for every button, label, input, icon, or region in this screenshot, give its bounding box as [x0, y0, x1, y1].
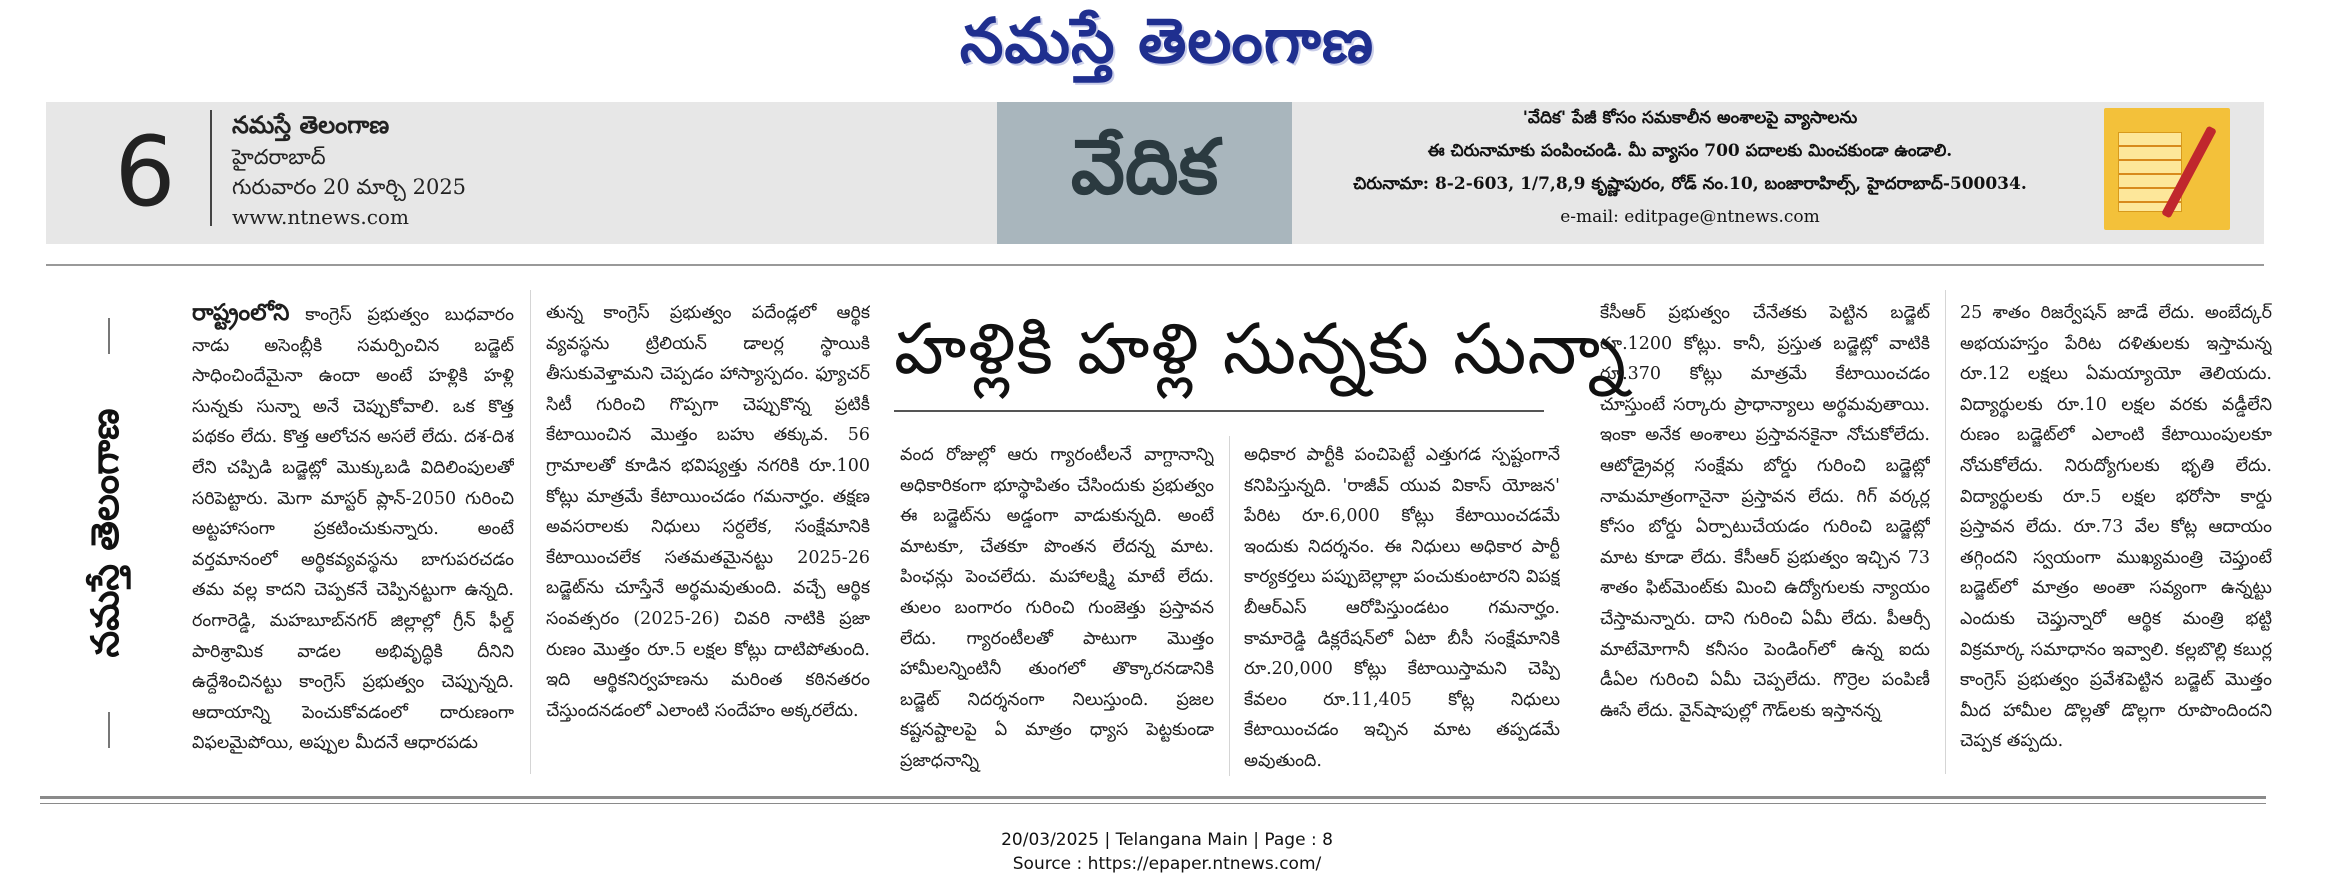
- vertical-brand-tick-top: [108, 318, 110, 354]
- submission-notice: [1320, 102, 2060, 234]
- column-separator: [530, 290, 531, 774]
- edition-date: గురువారం 20 మార్చి 2025: [232, 175, 467, 199]
- article-column-1-text: కాంగ్రెస్ ప్రభుత్వం బుధవారం నాడు అసెంబ్లీకి సమర్పించిన బడ్జెట్ సాధించిందేమైనా ఉందా అంటే హళ్లికి హళ్లి సున్నకు సున్నా అనే చెప్పుకోవాలి. ఒక కొత్త పథకం లేదు. కొత్త ఆలోచన అసలే లేదు. దశ-దిశ లేని చప్పిడి బడ్జెట్లో మొక్కుబడి విదిలింపులతో సరిపెట్టారు. మెగా మాస్టర్ ప్లాన్-2050 గురించి అట్టహాసంగా ప్రకటించుకున్నారు. అంటే వర్తమానంలో అర్థికవ్యవస్థను బాగుపరచడం తమ వల్ల కాదని చెప్పకనే చెప్పినట్టుగా ఉన్నది. రంగారెడ్డి, మహబూబ్‌నగర్ జిల్లాల్లో గ్రీన్ ఫీల్డ్ పారిశ్రామిక వాడల అభివృద్ధికి దీనిని ఉద్దేశించినట్టు కాంగ్రెస్ ప్రభుత్వం చెప్పున్నది. ఆదాయాన్ని పెంచుకోవడంలో దారుణంగా విఫలమైపోయి, అప్పుల మీదనే ఆధారపడు: [192, 305, 514, 754]
- article-column-2-text: తున్న కాంగ్రెస్ ప్రభుత్వం పదేండ్లలో ఆర్థిక వ్యవస్థను ట్రిలియన్ డాలర్ల స్థాయికి తీసుకువెళ్తామని చెప్పడం హాస్యాస్పదం. ఫ్యూచర్ సిటీ గురించి గొప్పగా చెప్పుకొన్న ప్రటికీ కేటాయించిన మొత్తం బహు తక్కువ. 56 గ్రామాలతో కూడిన భవిష్యత్తు నగరికి రూ.100 కోట్లు మాత్రమే కేటాయించడం గమనార్హం. తక్షణ అవసరాలకు నిధులు సర్దలేక, సంక్షేమానికి కేటాయించలేక సతమతమైనట్టు 2025-26 బడ్జెట్‌ను చూస్తేనే అర్థమవుతుంది. వచ్చే ఆర్థిక సంవత్సరం (2025-26) చివరి నాటికి ప్రజా రుణం మొత్తం రూ.5 లక్షల కోట్లు దాటిపోతుంది. ఇది ఆర్థికనిర్వహణను మరింత కఠినతరం చేస్తుందనడంలో ఎలాంటి సందేహం అక్కరలేదు.: [546, 303, 870, 721]
- article-headline: హళ్లికి హళ్లి సున్నకు సున్నా: [894, 308, 1627, 390]
- article-column-5: [1600, 298, 1930, 780]
- writing-logo-icon: [2104, 108, 2230, 230]
- edition-city: హైదరాబాద్: [232, 145, 326, 169]
- edition-meta: [232, 108, 792, 232]
- notice-line-3: చిరునామా: 8-2-603, 1/7,8,9 కృష్ణాపురం, రోడ్ నం.10, బంజారాహిల్స్, హైదరాబాద్-500034.: [1353, 174, 2027, 194]
- article-lead-word: రాష్ట్రంలోని: [192, 299, 290, 326]
- page-footer: [0, 828, 2334, 876]
- page-number: 6: [114, 116, 176, 228]
- edition-brand: నమస్తే తెలంగాణ: [232, 111, 390, 139]
- article-column-6-text: 25 శాతం రిజర్వేషన్ జాడే లేదు. అంబేద్కర్ అభయహస్తం పేరిట దళితులకు ఇస్తామన్న రూ.12 లక్షలు ఏమయ్యాయో తెలియదు. విద్యార్థులకు రూ.10 లక్షల వరకు వడ్డీలేని రుణం బడ్జెట్‌లో ఎలాంటి కేటాయింపులకూ నోచుకోలేదు. నిరుద్యోగులకు భృతి లేదు. విద్యార్థులకు రూ.5 లక్షల భరోసా కార్డు ప్రస్తావన లేదు. రూ.73 వేల కోట్ల ఆదాయం తగ్గిందని స్వయంగా ముఖ్యమంత్రి చెప్తుంటే బడ్జెట్‌లో మాత్రం అంతా సవ్యంగా ఉన్నట్టు ఎందుకు చెప్తున్నారో ఆర్థిక మంత్రి భట్టి విక్రమార్క సమాధానం ఇవ్వాలి. కల్లబొల్లి కబుర్ల కాంగ్రెస్ ప్రభుత్వం ప్రవేశపెట్టిన బడ్జెట్ మొత్తం మీద హామీల డొల్లతో డొల్లగా రూపొందిందని చెప్పక తప్పదు.: [1960, 303, 2272, 752]
- article-column-4-text: అధికార పార్టీకి పంచిపెట్టే ఎత్తుగడ స్పష్టంగానే కనిపిస్తున్నది. 'రాజీవ్ యువ వికాస్ యోజన' పేరిట రూ.6,000 కోట్లు కేటాయించడమే ఇందుకు నిదర్శనం. ఈ నిధులు అధికార పార్టీ కార్యకర్తలు పప్పుబెల్లాల్లా పంచుకుంటారని విపక్ష బీఆర్‌ఎస్ ఆరోపిస్తుండటం గమనార్హం. కామారెడ్డి డిక్లరేషన్‌లో ఏటా బీసీ సంక్షేమానికి రూ.20,000 కోట్లు కేటాయిస్తామని చెప్పి కేవలం రూ.11,405 కోట్ల నిధులు కేటాయించడం ఇచ్చిన మాట తప్పడమే అవుతుంది.: [1244, 445, 1560, 771]
- notice-line-2: ఈ చిరునామాకు పంపించండి. మీ వ్యాసం 700 పదాలకు మించకుండా ఉండాలి.: [1427, 141, 1953, 161]
- footer-source-link[interactable]: Source : https://epaper.ntnews.com/: [1012, 854, 1322, 874]
- notice-email[interactable]: e-mail: editpage@ntnews.com: [1560, 207, 1820, 227]
- article-column-4: [1244, 440, 1560, 780]
- article-column-3: [900, 440, 1214, 780]
- section-title: వేదిక: [1070, 122, 1219, 211]
- edition-website[interactable]: www.ntnews.com: [232, 205, 409, 229]
- column-separator: [1945, 290, 1946, 774]
- article-column-5-text: కేసీఆర్ ప్రభుత్వం చేనేతకు పెట్టిన బడ్జెట్ రూ.1200 కోట్లు. కానీ, ప్రస్తుత బడ్జెట్లో వాటికి రూ.370 కోట్లు మాత్రమే కేటాయించడం చూస్తుంటే సర్కారు ప్రాధాన్యాలు అర్థమవుతాయి. ఇంకా అనేక అంశాలు ప్రస్తావనకైనా నోచుకోలేదు. ఆటోడ్రైవర్ల సంక్షేమ బోర్డు గురించి బడ్జెట్లో నామమాత్రంగానైనా ప్రస్తావన లేదు. గిగ్ వర్కర్ల కోసం బోర్డు ఏర్పాటుచేయడం గురించి బడ్జెట్లో మాట కూడా లేదు. కేసీఆర్ ప్రభుత్వం ఇచ్చిన 73 శాతం ఫిట్‌మెంట్‌కు మించి ఉద్యోగులకు న్యాయం చేస్తామన్నారు. దాని గురించి ఏమీ లేదు. పీఆర్సీ మాటేమోగానీ కనీసం పెండింగ్‌లో ఉన్న ఐదు డీఏల గురించి ఏమీ చెప్పలేదు. గొర్రెల పంపిణీ ఊసే లేదు. వైన్‌షాపుల్లో గౌడ్‌లకు ఇస్తానన్న: [1600, 303, 1930, 721]
- vertical-brand-tick-bottom: [108, 712, 110, 748]
- article-column-1: [192, 298, 514, 780]
- article-column-3-text: వంద రోజుల్లో ఆరు గ్యారంటీలనే వాగ్దానాన్ని అధికారికంగా భూస్థాపితం చేసిందుకు ప్రభుత్వం ఈ బడ్జెట్‌ను అడ్డంగా వాడుకున్నది. అంటే మాటకూ, చేతకూ పొంతన లేదన్న మాట. పింఛన్లు పెంచలేదు. మహాలక్ష్మి మాటే లేదు. తులం బంగారం గురించి గుంజెత్తు ప్రస్తావన లేదు. గ్యారంటీలతో పాటుగా మొత్తం హామీలన్నింటినీ తుంగలో తొక్కారనడానికి బడ్జెట్ నిదర్శనంగా నిలుస్తుంది. ప్రజల కష్టనష్టాలపై ఏ మాత్రం ధ్యాస పెట్టకుండా ప్రజాధనాన్ని: [900, 445, 1214, 771]
- column-separator: [1229, 436, 1230, 776]
- header-rule: [46, 264, 2264, 266]
- masthead-title: నమస్తే తెలంగాణ: [959, 4, 1375, 77]
- article-column-6: [1960, 298, 2272, 780]
- article-column-2: [546, 298, 870, 780]
- vertical-brand: [64, 318, 156, 748]
- footer-rule: [40, 796, 2266, 799]
- headline-rule: [894, 410, 1544, 412]
- notice-line-1: 'వేదిక' పేజీ కోసం సమకాలీన అంశాలపై వ్యాసాలను: [1522, 108, 1858, 128]
- vertical-brand-text: నమస్తే తెలంగాణ: [83, 408, 127, 658]
- footer-rule-thin: [40, 803, 2266, 804]
- page-number-divider: [210, 110, 212, 226]
- footer-edition-info: 20/03/2025 | Telangana Main | Page : 8: [1001, 830, 1333, 850]
